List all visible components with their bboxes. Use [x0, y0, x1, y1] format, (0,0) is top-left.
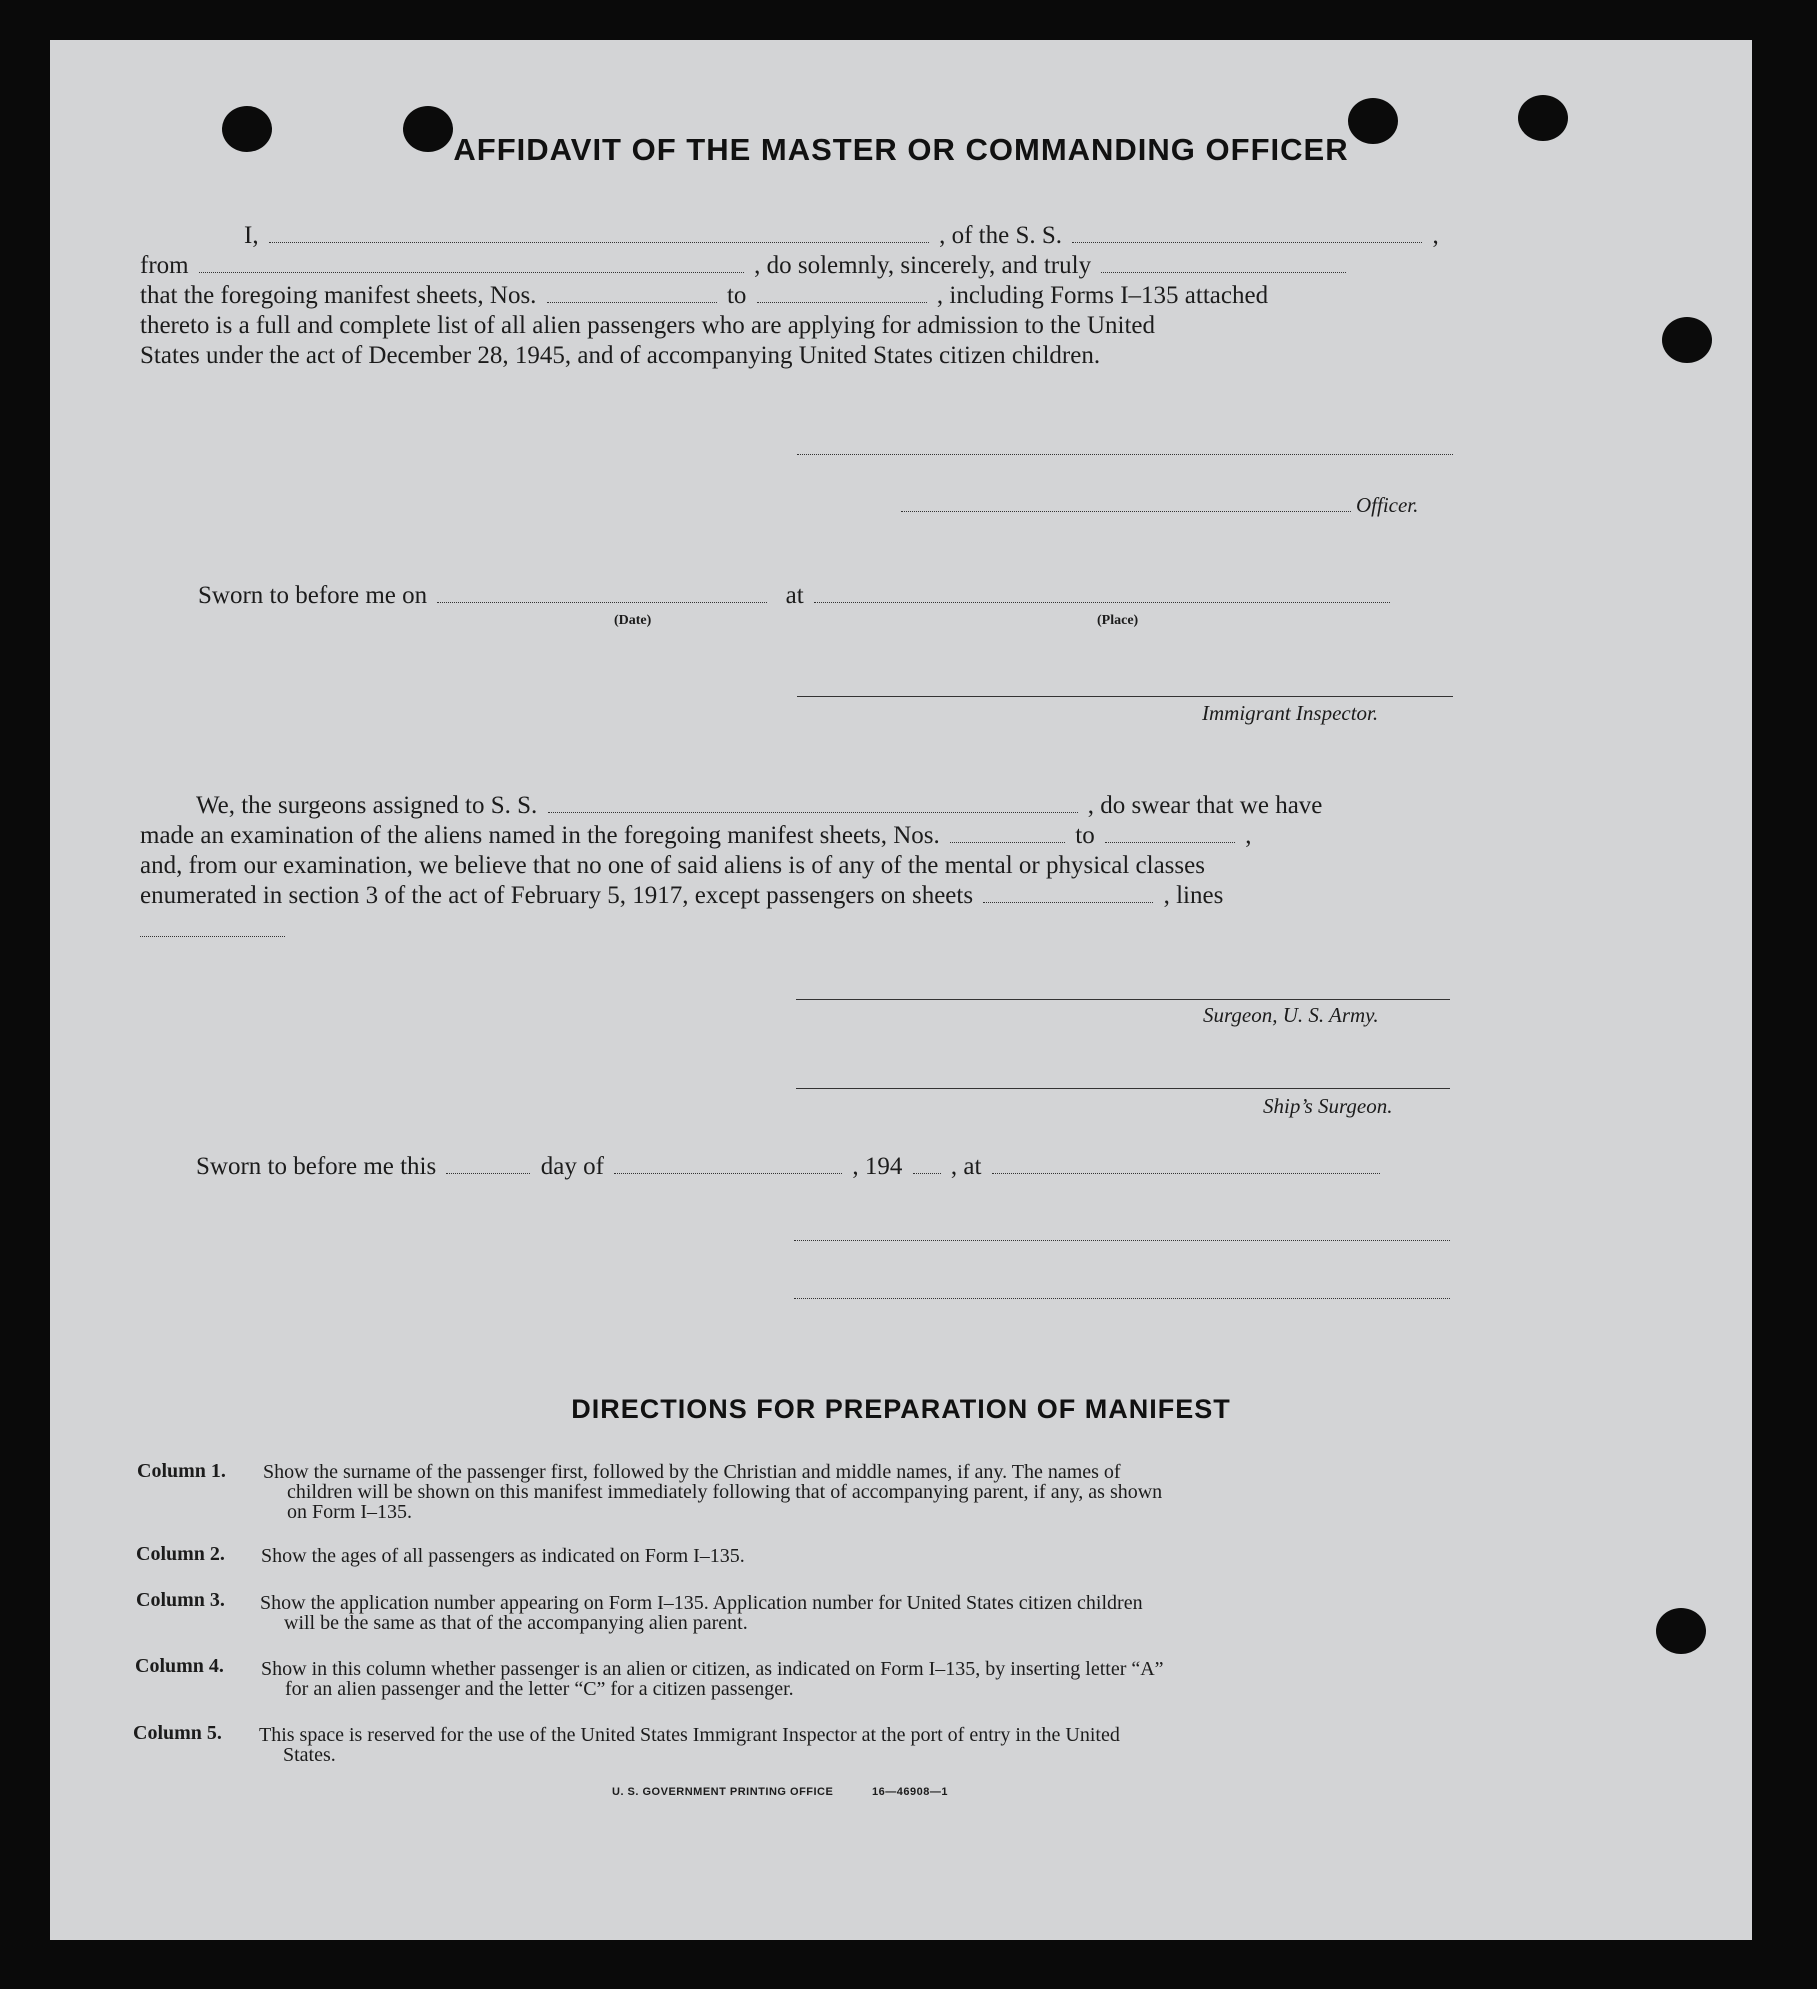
text-line: will be the same as that of the accompanying alien parent.	[284, 1612, 748, 1634]
surgeons-line-4	[140, 882, 1223, 910]
text: , lines	[1163, 882, 1224, 909]
footer-printer: U. S. GOVERNMENT PRINTING OFFICE	[612, 1786, 834, 1798]
text-line: Show the application number appearing on Form I–135. Application number for United States citizen children	[260, 1592, 1143, 1614]
text-line: States.	[283, 1744, 336, 1766]
text-line: for an alien passenger and the letter “C” for a citizen passenger.	[285, 1678, 794, 1700]
affidavit-title: AFFIDAVIT OF THE MASTER OR COMMANDING OFFICER	[453, 132, 1349, 167]
ship-surgeon-signature-line[interactable]	[796, 1088, 1450, 1089]
text: , including Forms I–135 attached	[936, 282, 1269, 309]
footer-form-code: 16—46908—1	[872, 1786, 948, 1798]
column-4-label: Column 4.	[135, 1655, 224, 1677]
except-sheets-field[interactable]	[983, 902, 1153, 903]
form-sheet	[50, 40, 1752, 1940]
text: ,	[1245, 822, 1252, 849]
affidavit-line-1	[192, 222, 1439, 250]
text: , do solemnly, sincerely, and truly	[754, 252, 1092, 279]
column-1-text	[263, 1462, 1162, 1522]
witness-signature-line[interactable]	[794, 1240, 1450, 1241]
text: day of	[540, 1153, 604, 1180]
column-3-label: Column 3.	[136, 1589, 225, 1611]
column-3-text	[260, 1593, 1143, 1633]
sworn-month-field[interactable]	[614, 1173, 842, 1174]
text: enumerated in section 3 of the act of February 5, 1917, except passengers on sheets	[140, 882, 974, 909]
affidavit-line-4: thereto is a full and complete list of all alien passengers who are applying for admission to the United	[140, 312, 1156, 339]
date-caption: (Date)	[614, 613, 652, 628]
text-line: Show in this column whether passenger is an alien or citizen, as indicated on Form I–135, by inserting letter “A”	[261, 1658, 1164, 1680]
place-caption: (Place)	[1097, 613, 1139, 628]
sheets-to-field[interactable]	[757, 302, 927, 303]
punch-hole	[1662, 317, 1712, 363]
text: to	[1075, 822, 1095, 849]
sworn-date-field[interactable]	[437, 602, 767, 603]
text: Sworn to before me this	[196, 1153, 437, 1180]
affidavit-line-3	[140, 282, 1268, 310]
text-line: on Form I–135.	[287, 1501, 412, 1523]
name-field[interactable]	[269, 242, 929, 243]
oath-field[interactable]	[1101, 272, 1346, 273]
surgeons-line-3: and, from our examination, we believe that no one of said aliens is of any of the mental or physical classes	[140, 852, 1205, 879]
surgeons-line-2	[140, 822, 1251, 850]
exam-sheets-from-field[interactable]	[950, 842, 1065, 843]
text: , of the S. S.	[939, 222, 1063, 249]
column-2-text	[261, 1546, 745, 1566]
column-4-text	[261, 1659, 1164, 1699]
text: I,	[244, 222, 259, 249]
text: , 194	[852, 1153, 903, 1180]
from-field[interactable]	[199, 272, 744, 273]
officer-signature-line[interactable]	[797, 454, 1453, 455]
text: , at	[950, 1153, 982, 1180]
text: to	[726, 282, 747, 309]
column-2-label: Column 2.	[136, 1543, 225, 1565]
sworn-place-field[interactable]	[814, 602, 1390, 603]
army-surgeon-label: Surgeon, U. S. Army.	[1203, 1003, 1379, 1027]
inspector-label: Immigrant Inspector.	[1202, 701, 1379, 725]
column-5-text	[259, 1725, 1120, 1765]
text: ,	[1432, 222, 1439, 249]
text: , do swear that we have	[1087, 792, 1323, 819]
ship-name-field[interactable]	[1072, 242, 1422, 243]
witness-title-line[interactable]	[794, 1298, 1450, 1299]
sworn-year-field[interactable]	[913, 1173, 941, 1174]
surgeons-line-1	[196, 792, 1322, 820]
officer-label: Officer.	[1356, 493, 1419, 517]
surgeon-ship-field[interactable]	[548, 812, 1078, 813]
sworn-day-field[interactable]	[446, 1173, 530, 1174]
text-line: Show the ages of all passengers as indicated on Form I–135.	[261, 1545, 745, 1567]
text: from	[140, 252, 189, 279]
sheets-from-field[interactable]	[547, 302, 717, 303]
officer-title-line[interactable]	[901, 511, 1351, 512]
ship-surgeon-label: Ship’s Surgeon.	[1263, 1094, 1393, 1118]
sworn-line-1	[198, 582, 1394, 610]
text-line: children will be shown on this manifest immediately following that of accompanying parent, if any, as shown	[287, 1481, 1163, 1503]
text: We, the surgeons assigned to S. S.	[196, 792, 538, 819]
affidavit-line-2	[140, 252, 1350, 280]
text: Sworn to before me on	[198, 582, 428, 609]
text: that the foregoing manifest sheets, Nos.	[140, 282, 537, 309]
directions-title: DIRECTIONS FOR PREPARATION OF MANIFEST	[571, 1394, 1231, 1424]
text: made an examination of the aliens named in the foregoing manifest sheets, Nos.	[140, 822, 940, 849]
punch-hole	[1656, 1608, 1706, 1654]
column-1-label: Column 1.	[137, 1460, 226, 1482]
inspector-signature-line[interactable]	[797, 696, 1453, 697]
affidavit-line-5: States under the act of December 28, 1945, and of accompanying United States citizen children.	[140, 342, 1101, 369]
sworn-line-2	[196, 1153, 1384, 1181]
army-surgeon-signature-line[interactable]	[796, 999, 1450, 1000]
column-5-label: Column 5.	[133, 1722, 222, 1744]
sworn-at-field[interactable]	[992, 1173, 1380, 1174]
text: at	[785, 582, 804, 609]
exam-sheets-to-field[interactable]	[1105, 842, 1235, 843]
lines-field[interactable]	[140, 936, 285, 937]
text-line: Show the surname of the passenger first, followed by the Christian and middle names, if any. The names of	[263, 1461, 1121, 1483]
text-line: This space is reserved for the use of the United States Immigrant Inspector at the port of entry in the United	[259, 1724, 1120, 1746]
